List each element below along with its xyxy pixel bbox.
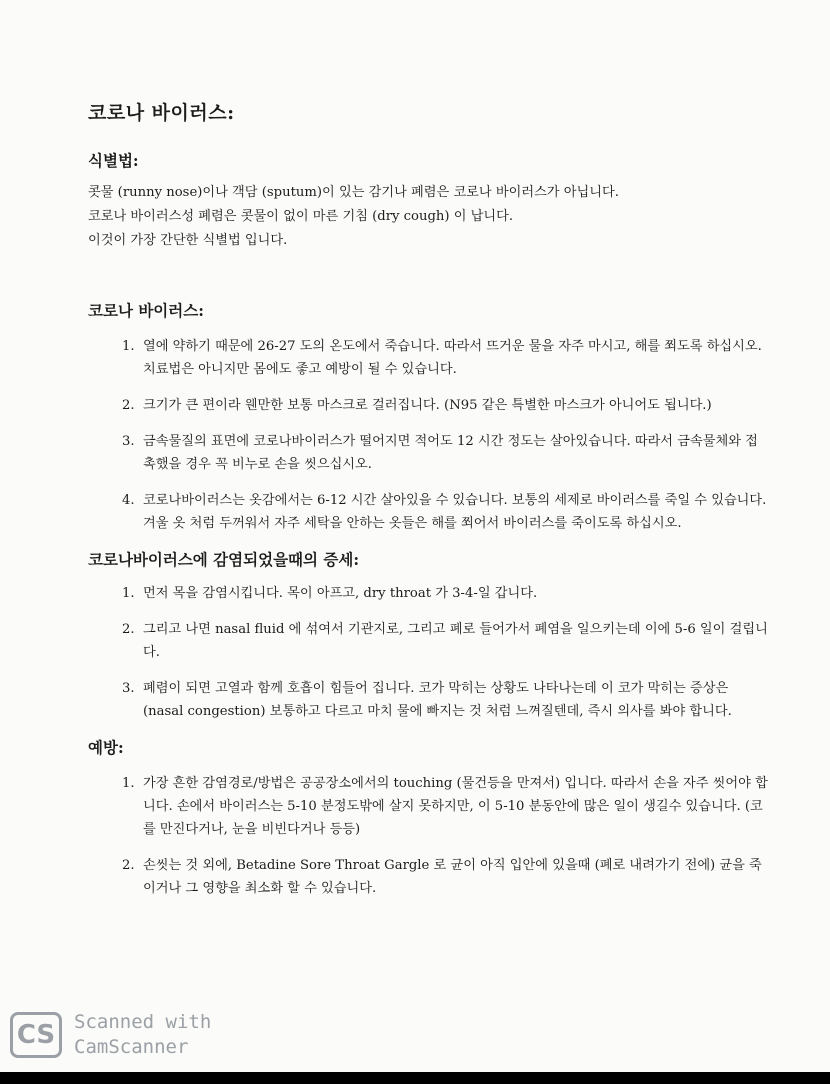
identification-heading: 식별법: xyxy=(88,151,139,170)
list-item: 1. 먼저 목을 감염시킵니다. 목이 아프고, dry throat 가 3-4-일 갑니다. xyxy=(122,586,538,601)
watermark-line: Scanned with xyxy=(74,1011,212,1033)
camscanner-logo-icon: CS xyxy=(10,1012,62,1058)
identification-text xyxy=(88,181,768,253)
prevention-list xyxy=(88,772,768,900)
identification-line: 코로나 바이러스성 폐렴은 콧물이 없이 마른 기침 (dry cough) 이 납니다. xyxy=(88,209,514,224)
list-item: 2. 손씻는 것 외에, Betadine Sore Throat Gargle 로 균이 아직 입안에 있을때 (폐로 내려가기 전에) 균을 죽이거나 그 영향을 최소화 할 수 있습니다. xyxy=(122,858,762,896)
list-item: 3. 금속물질의 표면에 코로나바이러스가 떨어지면 적어도 12 시간 정도는 살아있습니다. 따라서 금속물체와 접촉했을 경우 꼭 비누로 손을 씻으십시오. xyxy=(122,434,758,472)
watermark-line: CamScanner xyxy=(74,1036,189,1058)
virus-facts-heading: 코로나 바이러스: xyxy=(88,301,204,320)
prevention-heading: 예방: xyxy=(88,738,124,757)
list-item: 4. 코로나바이러스는 옷감에서는 6-12 시간 살아있을 수 있습니다. 보통의 세제로 바이러스를 죽일 수 있습니다. 겨울 옷 처럼 두꺼워서 자주 세탁을 안하는 옷들은 해를 쬐어서 바이러스를 죽이도록 하십시오. xyxy=(122,493,767,531)
watermark-text xyxy=(74,1010,211,1060)
identification-line: 콧물 (runny nose)이나 객담 (sputum)이 있는 감기나 폐렴은 코로나 바이러스가 아닙니다. xyxy=(88,185,619,200)
list-item: 1. 열에 약하기 때문에 26-27 도의 온도에서 죽습니다. 따라서 뜨거운 물을 자주 마시고, 해를 쬐도록 하십시오. 치료법은 아니지만 몸에도 좋고 예방이 될 수 있습니다. xyxy=(122,339,762,377)
list-item: 2. 크기가 큰 편이라 웬만한 보통 마스크로 걸러집니다. (N95 같은 특별한 마스크가 아니어도 됩니다.) xyxy=(122,398,712,413)
virus-facts-list xyxy=(88,335,768,535)
document-body xyxy=(88,98,768,913)
identification-line: 이것이 가장 간단한 식별법 입니다. xyxy=(88,233,288,248)
symptoms-heading: 코로나바이러스에 감염되었을때의 증세: xyxy=(88,550,360,569)
list-item: 2. 그리고 나면 nasal fluid 에 섞여서 기관지로, 그리고 폐로 들어가서 폐염을 일으키는데 이에 5-6 일이 걸립니다. xyxy=(122,622,768,660)
symptoms-list xyxy=(88,582,768,723)
list-item: 3. 폐렴이 되면 고열과 함께 호흡이 힘들어 집니다. 코가 막히는 상황도 나타나는데 이 코가 막히는 증상은 (nasal congestion) 보통하고 다르고 마치 물에 빠지는 것 처럼 느껴질텐데, 즉시 의사를 봐야 합니다. xyxy=(122,681,732,719)
camscanner-watermark xyxy=(10,1010,211,1060)
page-title: 코로나 바이러스: xyxy=(88,102,235,124)
list-item: 1. 가장 흔한 감염경로/방법은 공공장소에서의 touching (물건등을 만져서) 입니다. 따라서 손을 자주 씻어야 합니다. 손에서 바이러스는 5-10 분정도밖에 살지 못하지만, 이 5-10 분동안에 많은 일이 생길수 있습니다. (코를 만진다거나, 눈을 비빈다거나 등등) xyxy=(122,776,768,837)
